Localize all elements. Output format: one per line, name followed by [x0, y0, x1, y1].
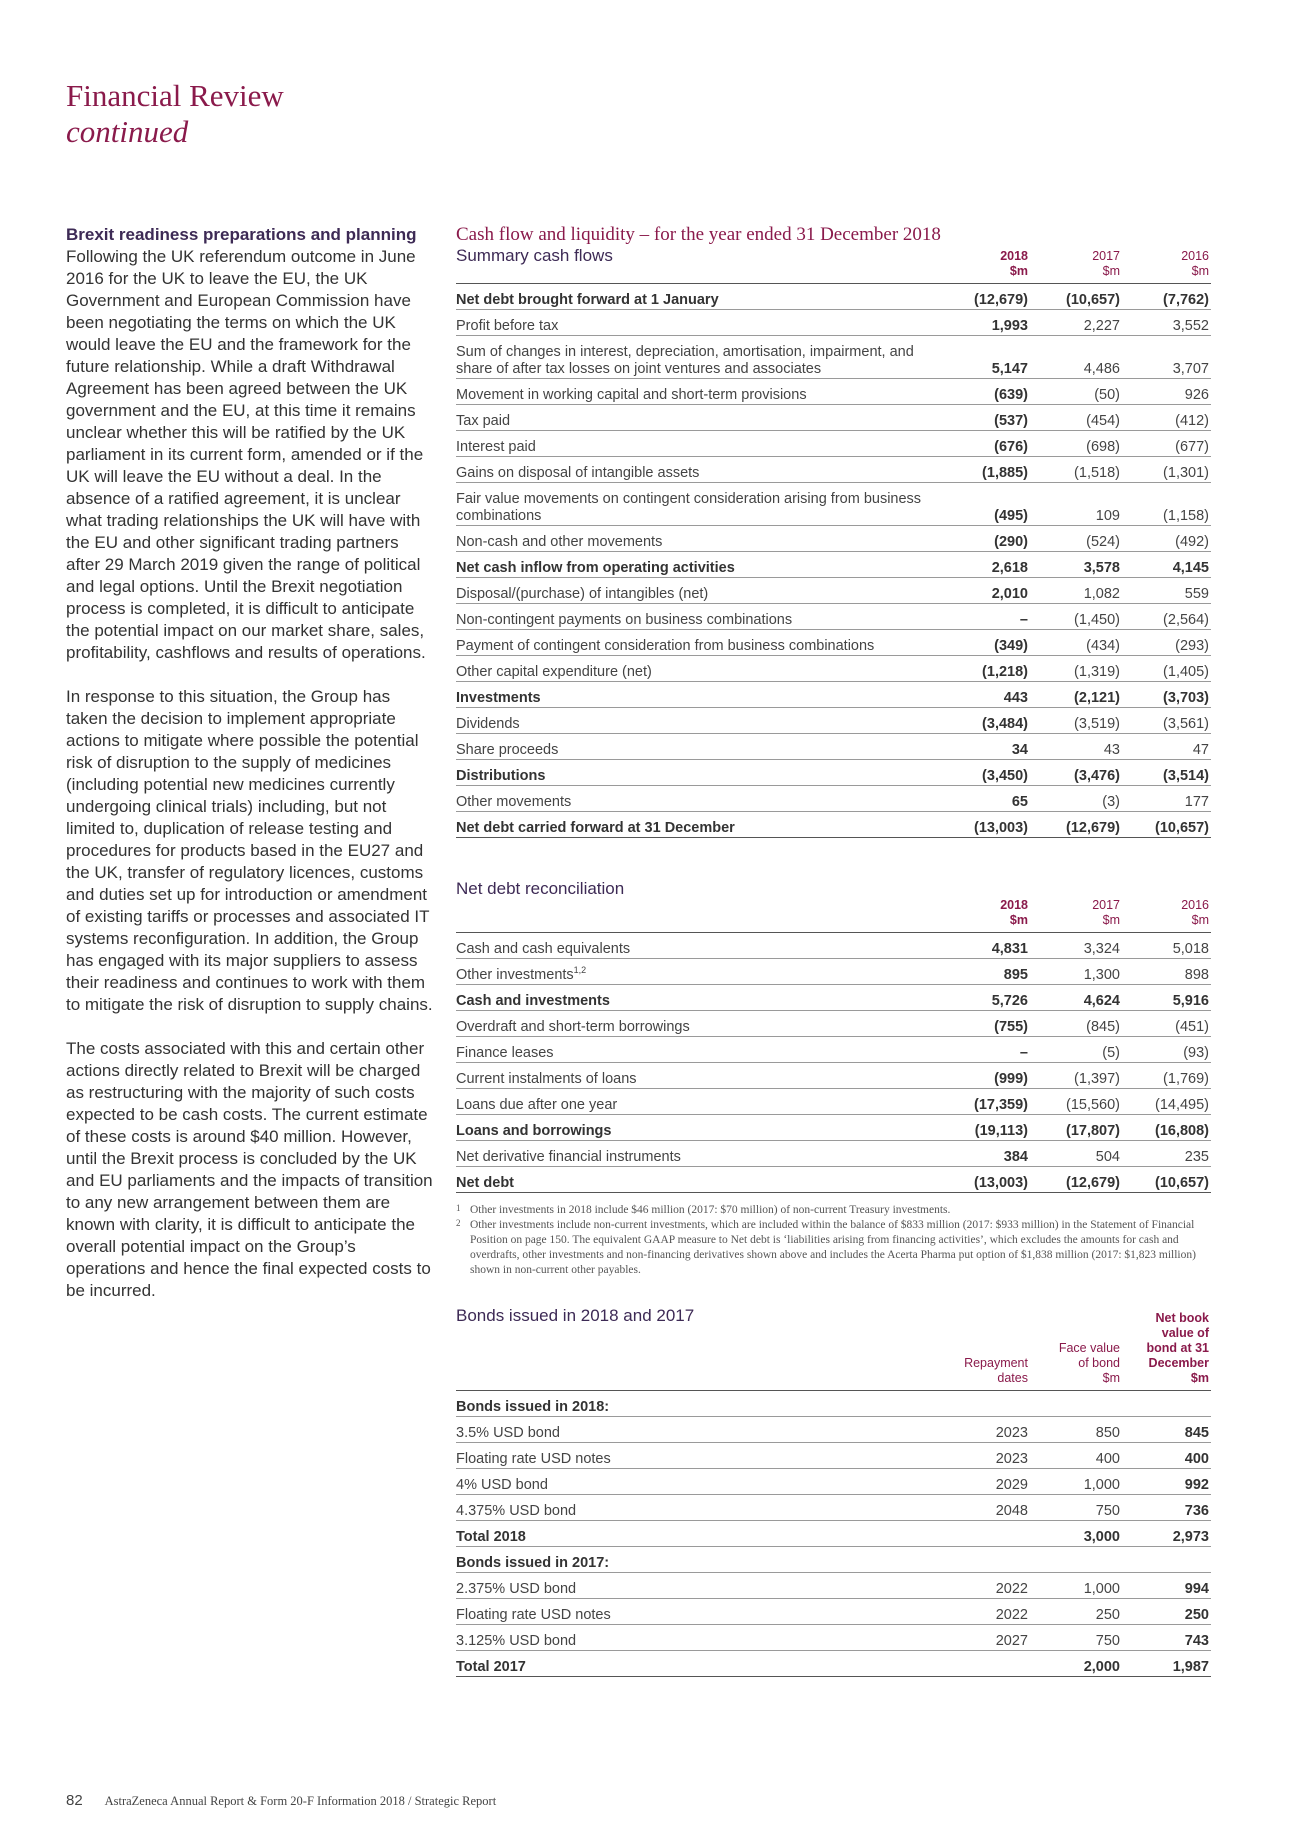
brexit-paragraph: In response to this situation, the Group has taken the decision to implement appropriate actions to mitigate where possible the potential risk of disruption to the supply of medicines (including potential new medicines currently undergoing clinical trials) including, but not limited to, duplication of release testing and procedures for products based in the EU27 and the UK, transfer of regulatory licences, customs and duties set up for introduction or amendment of existing tariffs or processes and associated IT systems reconfiguration. In addition, the Group has engaged with its major suppliers to assess their readiness and continues to work with them to mitigate the risk of disruption to supply chains.: [66, 687, 433, 1014]
cashflow-row: [456, 604, 1211, 630]
face-value: 3,000: [1030, 1521, 1122, 1547]
cashflow-row: [456, 457, 1211, 483]
netdebt-col-2017: [1030, 898, 1122, 933]
footer-text: AstraZeneca Annual Report & Form 20-F Information 2018 / Strategic Report: [104, 1794, 497, 1808]
row-label: Other capital expenditure (net): [456, 656, 938, 682]
value-2016: 47: [1122, 734, 1211, 760]
value-2017: 1,300: [1030, 959, 1122, 985]
cashflow-row: [456, 552, 1211, 578]
value-2016: (451): [1122, 1011, 1211, 1037]
value-2018: 443: [938, 682, 1030, 708]
value-2017: 4,486: [1030, 336, 1122, 379]
value-2016: (3,514): [1122, 760, 1211, 786]
value-2017: 3,578: [1030, 552, 1122, 578]
value-2016: (10,657): [1122, 1167, 1211, 1193]
repayment-date: 2023: [938, 1417, 1030, 1443]
cashflow-row: [456, 336, 1211, 379]
row-label: Net cash inflow from operating activities: [456, 552, 938, 578]
row-label: [456, 1141, 938, 1167]
row-label: Floating rate USD notes: [456, 1599, 938, 1625]
cashflow-table: [456, 249, 1211, 838]
value-2017: (454): [1030, 405, 1122, 431]
value-2017: 4,624: [1030, 985, 1122, 1011]
footnote-ref: 1,2: [573, 965, 587, 976]
row-label: Floating rate USD notes: [456, 1443, 938, 1469]
bond-row: [456, 1443, 1211, 1469]
footnote: [456, 1218, 1211, 1278]
row-label-text: Net derivative financial instruments: [456, 1149, 681, 1165]
cashflow-row: [456, 786, 1211, 812]
col-header-line: value of: [1161, 1326, 1209, 1340]
repayment-date: [938, 1651, 1030, 1677]
col-year: 2018: [1000, 249, 1028, 263]
value-2017: 1,082: [1030, 578, 1122, 604]
row-label: 4% USD bond: [456, 1469, 938, 1495]
value-2018: –: [938, 1037, 1030, 1063]
value-2018: (3,484): [938, 708, 1030, 734]
value-2018: 2,010: [938, 578, 1030, 604]
face-value: [1030, 1547, 1122, 1573]
row-label: Net debt brought forward at 1 January: [456, 284, 938, 310]
value-2016: (3,561): [1122, 708, 1211, 734]
repayment-date: [938, 1547, 1030, 1573]
value-2017: (50): [1030, 379, 1122, 405]
footnote-mark: 1: [456, 1203, 461, 1213]
value-2016: (1,158): [1122, 483, 1211, 526]
value-2017: (3,519): [1030, 708, 1122, 734]
cashflow-row: [456, 708, 1211, 734]
row-label-text: Other investments: [456, 967, 574, 983]
value-2017: 109: [1030, 483, 1122, 526]
value-2016: 3,707: [1122, 336, 1211, 379]
row-label: [456, 933, 938, 959]
value-2017: (3): [1030, 786, 1122, 812]
value-2018: (349): [938, 630, 1030, 656]
col-unit: $m: [1102, 913, 1120, 927]
repayment-date: [938, 1391, 1030, 1417]
value-2016: (2,564): [1122, 604, 1211, 630]
row-label: [456, 1011, 938, 1037]
col-unit: $m: [1102, 264, 1120, 278]
value-2016: 177: [1122, 786, 1211, 812]
cashflow-row: [456, 379, 1211, 405]
value-2018: (3,450): [938, 760, 1030, 786]
row-label: [456, 1167, 938, 1193]
value-2017: (1,450): [1030, 604, 1122, 630]
cashflow-subheading: Summary cash flows: [456, 246, 613, 265]
netdebt-row: [456, 1063, 1211, 1089]
page-subtitle: continued: [66, 114, 189, 149]
value-2016: (16,808): [1122, 1115, 1211, 1141]
value-2016: (14,495): [1122, 1089, 1211, 1115]
value-2017: (17,807): [1030, 1115, 1122, 1141]
row-label: Profit before tax: [456, 310, 938, 336]
cashflow-col-2016: [1122, 249, 1211, 284]
net-book-value: 250: [1122, 1599, 1211, 1625]
bond-row: [456, 1417, 1211, 1443]
row-label: [456, 1115, 938, 1141]
bonds-table: [456, 1311, 1211, 1677]
row-label: Fair value movements on contingent consideration arising from business combinations: [456, 483, 938, 526]
net-book-value: 992: [1122, 1469, 1211, 1495]
row-label: Other movements: [456, 786, 938, 812]
netdebt-row: [456, 985, 1211, 1011]
cashflow-row: [456, 578, 1211, 604]
col-unit: $m: [1191, 913, 1209, 927]
value-2018: (495): [938, 483, 1030, 526]
net-book-value: 2,973: [1122, 1521, 1211, 1547]
repayment-date: 2023: [938, 1443, 1030, 1469]
row-label: [456, 985, 938, 1011]
repayment-date: 2022: [938, 1573, 1030, 1599]
value-2016: (1,769): [1122, 1063, 1211, 1089]
face-value: [1030, 1391, 1122, 1417]
brexit-heading: Brexit readiness preparations and planning: [66, 225, 417, 244]
col-year: 2016: [1181, 249, 1209, 263]
value-2016: (10,657): [1122, 812, 1211, 838]
row-label-text: Cash and investments: [456, 993, 610, 1009]
cashflow-col-2018: [938, 249, 1030, 284]
value-2016: (492): [1122, 526, 1211, 552]
netdebt-table: [456, 898, 1211, 1193]
row-label: Disposal/(purchase) of intangibles (net): [456, 578, 938, 604]
net-book-value: 1,987: [1122, 1651, 1211, 1677]
row-label: Total 2017: [456, 1651, 938, 1677]
bond-row: [456, 1547, 1211, 1573]
netdebt-row: [456, 1089, 1211, 1115]
value-2016: (7,762): [1122, 284, 1211, 310]
face-value: 750: [1030, 1495, 1122, 1521]
repayment-date: [938, 1521, 1030, 1547]
value-2016: 926: [1122, 379, 1211, 405]
col-header-line: $m: [1102, 1371, 1120, 1385]
netdebt-row: [456, 959, 1211, 985]
face-value: 250: [1030, 1599, 1122, 1625]
row-label: Bonds issued in 2017:: [456, 1547, 938, 1573]
value-2018: (19,113): [938, 1115, 1030, 1141]
value-2017: 3,324: [1030, 933, 1122, 959]
netdebt-row: [456, 1167, 1211, 1193]
col-unit: $m: [1009, 913, 1028, 927]
row-label: Tax paid: [456, 405, 938, 431]
value-2016: 5,018: [1122, 933, 1211, 959]
col-year: 2017: [1092, 898, 1120, 912]
cashflow-row: [456, 734, 1211, 760]
cashflow-col-2017: [1030, 249, 1122, 284]
row-label: Sum of changes in interest, depreciation, amortisation, impairment, and share of after tax losses on joint ventures and associates: [456, 336, 938, 379]
value-2016: 898: [1122, 959, 1211, 985]
face-value: 400: [1030, 1443, 1122, 1469]
value-2018: (290): [938, 526, 1030, 552]
row-label: Interest paid: [456, 431, 938, 457]
net-book-value: 845: [1122, 1417, 1211, 1443]
row-label: Gains on disposal of intangible assets: [456, 457, 938, 483]
value-2016: (412): [1122, 405, 1211, 431]
bond-row: [456, 1495, 1211, 1521]
row-label: Total 2018: [456, 1521, 938, 1547]
cashflow-row: [456, 284, 1211, 310]
value-2017: (434): [1030, 630, 1122, 656]
netdebt-row: [456, 1115, 1211, 1141]
face-value: 2,000: [1030, 1651, 1122, 1677]
row-label: Non-cash and other movements: [456, 526, 938, 552]
value-2018: (999): [938, 1063, 1030, 1089]
brexit-paragraph: Following the UK referendum outcome in June 2016 for the UK to leave the EU, the UK Government and European Commission have been negotiating the terms on which the UK would leave the EU and the framework for the future relationship. While a draft Withdrawal Agreement has been agreed between the UK government and the EU, at this time it remains unclear whether this will be ratified by the UK parliament in its current form, amended or if the UK will leave the EU without a deal. In the absence of a ratified agreement, it is unclear what trading relationships the UK will have with the EU and other significant trading partners after 29 March 2019 given the range of political and legal options. Until the Brexit negotiation process is completed, it is difficult to anticipate the potential impact on our market share, sales, profitability, cashflows and results of operations.: [66, 247, 426, 662]
cashflow-row: [456, 812, 1211, 838]
value-2017: 43: [1030, 734, 1122, 760]
cashflow-heading: Cash flow and liquidity – for the year ended 31 December 2018: [456, 224, 941, 245]
value-2018: 895: [938, 959, 1030, 985]
value-2018: 65: [938, 786, 1030, 812]
row-label: 3.5% USD bond: [456, 1417, 938, 1443]
row-label-text: Loans and borrowings: [456, 1123, 612, 1139]
cashflow-row: [456, 760, 1211, 786]
footnote-mark: 2: [456, 1218, 461, 1228]
row-label: Net debt carried forward at 31 December: [456, 812, 938, 838]
net-book-value: [1122, 1391, 1211, 1417]
brexit-paragraph: The costs associated with this and certain other actions directly related to Brexit will be charged as restructuring with the majority of such costs expected to be cash costs. The current estimate of these costs is around $40 million. However, until the Brexit process is concluded by the UK and EU parliaments and the impacts of transition to any new arrangement between them are known with clarity, it is difficult to anticipate the overall potential impact on the Group’s operations and hence the final expected costs to be incurred.: [66, 1039, 433, 1300]
cashflow-row: [456, 310, 1211, 336]
row-label: Dividends: [456, 708, 938, 734]
page-title: Financial Review: [66, 78, 284, 113]
page-footer: [66, 1792, 496, 1809]
cashflow-row: [456, 682, 1211, 708]
bonds-col-nbv: [1122, 1311, 1211, 1391]
col-header-line: Repayment: [964, 1356, 1028, 1370]
value-2016: (677): [1122, 431, 1211, 457]
repayment-date: 2048: [938, 1495, 1030, 1521]
row-label: Non-contingent payments on business combinations: [456, 604, 938, 630]
value-2016: 235: [1122, 1141, 1211, 1167]
netdebt-col-2016: [1122, 898, 1211, 933]
col-header-line: $m: [1190, 1371, 1209, 1385]
col-header-line: Face value: [1058, 1341, 1120, 1355]
bond-row: [456, 1391, 1211, 1417]
netdebt-heading: Net debt reconciliation: [456, 879, 625, 898]
value-2017: (524): [1030, 526, 1122, 552]
netdebt-row: [456, 1011, 1211, 1037]
value-2018: 4,831: [938, 933, 1030, 959]
value-2018: 5,147: [938, 336, 1030, 379]
bonds-heading: Bonds issued in 2018 and 2017: [456, 1306, 695, 1325]
footnote: [456, 1203, 1211, 1218]
netdebt-label-header: [456, 898, 938, 933]
row-label: [456, 1063, 938, 1089]
value-2017: 2,227: [1030, 310, 1122, 336]
bond-row: [456, 1469, 1211, 1495]
netdebt-row: [456, 933, 1211, 959]
row-label: Investments: [456, 682, 938, 708]
value-2018: (12,679): [938, 284, 1030, 310]
col-header-line: of bond: [1078, 1356, 1120, 1370]
value-2016: (1,301): [1122, 457, 1211, 483]
value-2018: (1,885): [938, 457, 1030, 483]
row-label-text: Net debt: [456, 1175, 514, 1191]
col-unit: $m: [1009, 264, 1028, 278]
row-label: 2.375% USD bond: [456, 1573, 938, 1599]
value-2018: (537): [938, 405, 1030, 431]
row-label-text: Finance leases: [456, 1045, 554, 1061]
value-2017: (12,679): [1030, 812, 1122, 838]
row-label: [456, 1089, 938, 1115]
value-2018: (13,003): [938, 1167, 1030, 1193]
value-2017: (698): [1030, 431, 1122, 457]
netdebt-row: [456, 1037, 1211, 1063]
value-2016: 4,145: [1122, 552, 1211, 578]
value-2016: 5,916: [1122, 985, 1211, 1011]
value-2017: (5): [1030, 1037, 1122, 1063]
cashflow-row: [456, 431, 1211, 457]
value-2018: (755): [938, 1011, 1030, 1037]
row-label: 3.125% USD bond: [456, 1625, 938, 1651]
col-year: 2017: [1092, 249, 1120, 263]
netdebt-footnotes: [456, 1203, 1211, 1278]
financial-tables: [456, 224, 1211, 1677]
repayment-date: 2022: [938, 1599, 1030, 1625]
value-2018: 384: [938, 1141, 1030, 1167]
bond-row: [456, 1625, 1211, 1651]
cashflow-row: [456, 405, 1211, 431]
bond-row: [456, 1573, 1211, 1599]
value-2016: (93): [1122, 1037, 1211, 1063]
value-2017: (1,397): [1030, 1063, 1122, 1089]
repayment-date: 2029: [938, 1469, 1030, 1495]
row-label: 4.375% USD bond: [456, 1495, 938, 1521]
value-2017: (2,121): [1030, 682, 1122, 708]
face-value: 750: [1030, 1625, 1122, 1651]
value-2018: 5,726: [938, 985, 1030, 1011]
col-header-line: Net book: [1155, 1311, 1209, 1325]
value-2017: (12,679): [1030, 1167, 1122, 1193]
row-label-text: Current instalments of loans: [456, 1071, 637, 1087]
netdebt-col-2018: [938, 898, 1030, 933]
value-2018: (639): [938, 379, 1030, 405]
face-value: 1,000: [1030, 1573, 1122, 1599]
col-header-line: bond at 31: [1146, 1341, 1209, 1355]
value-2016: (3,703): [1122, 682, 1211, 708]
col-header-line: December: [1148, 1356, 1209, 1370]
row-label: Distributions: [456, 760, 938, 786]
value-2017: (845): [1030, 1011, 1122, 1037]
net-book-value: 994: [1122, 1573, 1211, 1599]
row-label: Share proceeds: [456, 734, 938, 760]
value-2018: (13,003): [938, 812, 1030, 838]
footnote-text: Other investments in 2018 include $46 million (2017: $70 million) of non-current Treasury investments.: [470, 1204, 951, 1216]
bond-row: [456, 1651, 1211, 1677]
netdebt-row: [456, 1141, 1211, 1167]
net-book-value: 736: [1122, 1495, 1211, 1521]
page-header: [66, 78, 284, 150]
bonds-col-face: [1030, 1311, 1122, 1391]
col-year: 2018: [1000, 898, 1028, 912]
bond-row: [456, 1599, 1211, 1625]
value-2018: 2,618: [938, 552, 1030, 578]
cashflow-row: [456, 483, 1211, 526]
value-2018: (1,218): [938, 656, 1030, 682]
row-label-text: Overdraft and short-term borrowings: [456, 1019, 690, 1035]
value-2017: (3,476): [1030, 760, 1122, 786]
net-book-value: 743: [1122, 1625, 1211, 1651]
value-2018: 1,993: [938, 310, 1030, 336]
value-2016: 559: [1122, 578, 1211, 604]
cashflow-row: [456, 656, 1211, 682]
row-label: Payment of contingent consideration from business combinations: [456, 630, 938, 656]
value-2016: 3,552: [1122, 310, 1211, 336]
row-label-text: Loans due after one year: [456, 1097, 618, 1113]
cashflow-row: [456, 526, 1211, 552]
face-value: 850: [1030, 1417, 1122, 1443]
bond-row: [456, 1521, 1211, 1547]
value-2017: (1,518): [1030, 457, 1122, 483]
repayment-date: 2027: [938, 1625, 1030, 1651]
face-value: 1,000: [1030, 1469, 1122, 1495]
col-unit: $m: [1191, 264, 1209, 278]
value-2017: (10,657): [1030, 284, 1122, 310]
cashflow-row: [456, 630, 1211, 656]
brexit-section: [66, 224, 434, 1324]
value-2017: 504: [1030, 1141, 1122, 1167]
row-label: [456, 1037, 938, 1063]
col-year: 2016: [1181, 898, 1209, 912]
row-label: [456, 959, 938, 985]
net-book-value: [1122, 1547, 1211, 1573]
value-2018: –: [938, 604, 1030, 630]
value-2017: (1,319): [1030, 656, 1122, 682]
value-2018: 34: [938, 734, 1030, 760]
row-label-text: Cash and cash equivalents: [456, 941, 631, 957]
footnote-text: Other investments include non-current investments, which are included within the balance of $833 million (2017: $933 million) in the Statement of Financial Position on page 150. The equivalent GAAP measure to Net debt is ‘liabilities arising from financing activities’, which excludes the amounts for cash and overdrafts, other investments and non-financing derivatives shown above and includes the Acerta Pharma put option of $1,838 million (2017: $1,823 million) shown in non-current other payables.: [470, 1219, 1196, 1276]
col-header-line: dates: [997, 1371, 1028, 1385]
value-2018: (17,359): [938, 1089, 1030, 1115]
value-2016: (293): [1122, 630, 1211, 656]
value-2017: (15,560): [1030, 1089, 1122, 1115]
bonds-col-repayment: [938, 1311, 1030, 1391]
row-label: Movement in working capital and short-term provisions: [456, 379, 938, 405]
page-number: 82: [66, 1792, 83, 1809]
value-2016: (1,405): [1122, 656, 1211, 682]
value-2018: (676): [938, 431, 1030, 457]
row-label: Bonds issued in 2018:: [456, 1391, 938, 1417]
net-book-value: 400: [1122, 1443, 1211, 1469]
